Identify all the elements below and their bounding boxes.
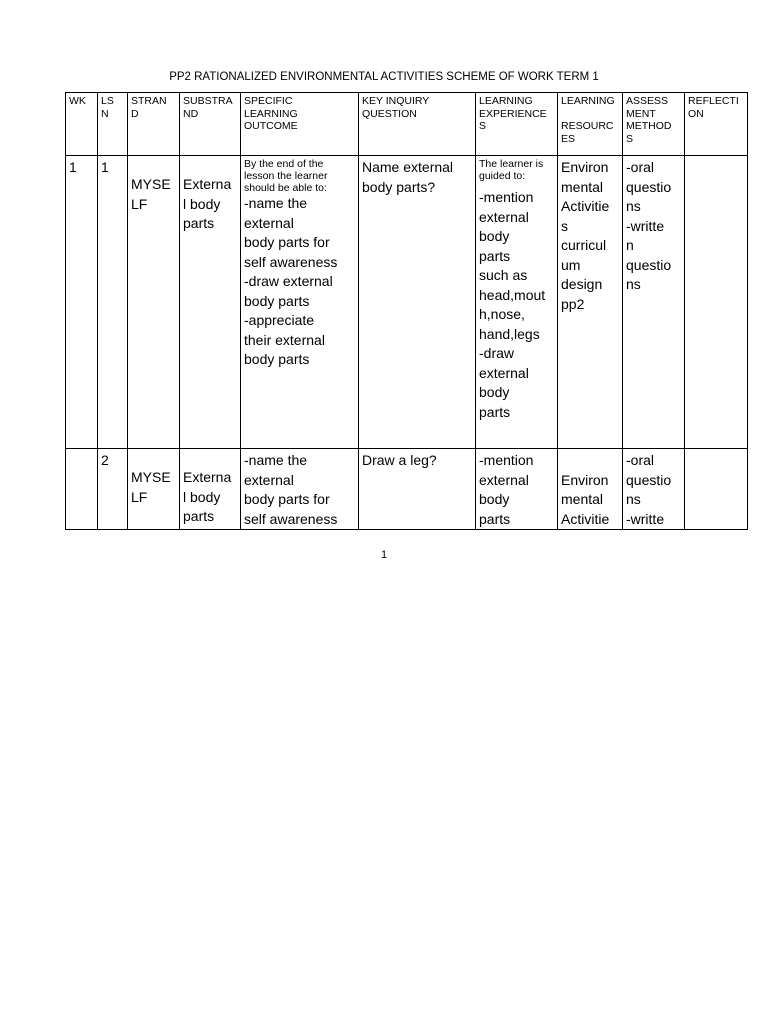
wk-cell: 1 [66, 156, 98, 449]
reflection-cell [685, 156, 748, 449]
slo-cell [241, 156, 359, 449]
header-reflection: REFLECTI ON [685, 93, 748, 156]
wk-cell [66, 449, 98, 530]
table-row [66, 156, 748, 449]
header-learning-experiences: LEARNING EXPERIENCE S [476, 93, 558, 156]
experiences-cell [476, 156, 558, 449]
header-learning-resources: LEARNING RESOURC ES [558, 93, 623, 156]
kiq-cell: Name external body parts? [359, 156, 476, 449]
resources-cell: Environ mental Activitie s curricul um design pp2 [558, 156, 623, 449]
assessment-cell: -oral questio ns -writte n questio ns [623, 156, 685, 449]
scheme-of-work-table [65, 92, 748, 530]
document-title: PP2 RATIONALIZED ENVIRONMENTAL ACTIVITIES SCHEME OF WORK TERM 1 [169, 71, 599, 83]
header-substrand: SUBSTRA ND [180, 93, 241, 156]
exp-intro: The learner is guided to: [479, 158, 544, 182]
resources-cell: Environ mental Activitie [558, 449, 623, 530]
strand-cell: MYSE LF [128, 449, 180, 530]
exp-text: -mention external body parts such as head,mout h,nose, hand,legs -draw external body parts [479, 189, 546, 420]
lsn-cell: 1 [98, 156, 128, 449]
experiences-cell: -mention external body parts [476, 449, 558, 530]
kiq-cell: Draw a leg? [359, 449, 476, 530]
header-strand: STRAN D [128, 93, 180, 156]
reflection-cell [685, 449, 748, 530]
assessment-cell: -oral questio ns -writte [623, 449, 685, 530]
table-row [66, 449, 748, 530]
header-wk: WK [66, 93, 98, 156]
table-header-row [66, 93, 748, 156]
header-specific-learning-outcome: SPECIFIC LEARNING OUTCOME [241, 93, 359, 156]
page-number: 1 [380, 549, 388, 561]
slo-intro: By the end of the lesson the learner should be able to: [244, 158, 328, 194]
header-key-inquiry-question: KEY INQUIRY QUESTION [359, 93, 476, 156]
lsn-cell: 2 [98, 449, 128, 530]
slo-text: -name the external body parts for self awareness -draw external body parts -appreciate their external body parts [244, 195, 338, 367]
header-assessment-methods: ASSESS MENT METHOD S [623, 93, 685, 156]
substrand-cell: Externa l body parts [180, 449, 241, 530]
header-lsn: LS N [98, 93, 128, 156]
substrand-cell: Externa l body parts [180, 156, 241, 449]
slo-cell: -name the external body parts for self awareness [241, 449, 359, 530]
strand-cell: MYSE LF [128, 156, 180, 449]
